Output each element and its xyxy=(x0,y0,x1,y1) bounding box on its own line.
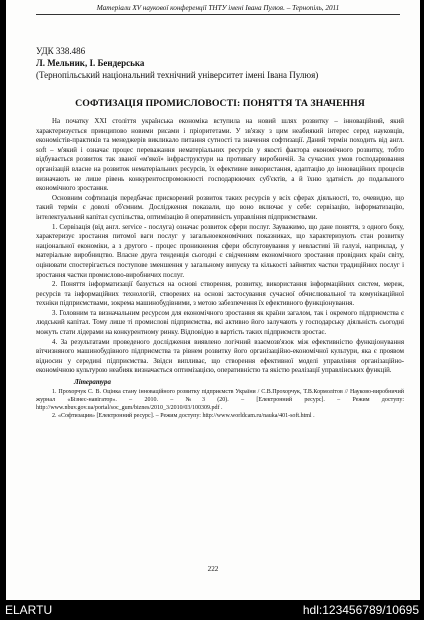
reference-list xyxy=(36,388,404,420)
authors: Л. Мельник, І. Бендерська xyxy=(36,58,145,68)
reference-item: 1. Прохорчук С. В. Оцінка стану інноваційного розвитку підприємств України / С.В.Прохорчук, Т.В.Кормолітов // Науково-виробничий журнал «Бізнес-навігатор». – 2010. – №3 (20). – [Електронний ресурс]. – Режим доступу: http://www.nbuv.gov.ua/portal/soc_gum/biznes/2010_3/2010/03/100309.pdf . xyxy=(36,388,404,411)
article-title: СОФТИЗАЦІЯ ПРОМИСЛОВОСТІ: ПОНЯТТЯ ТА ЗНАЧЕННЯ xyxy=(75,98,365,109)
paragraph: 1. Сервізація (від англ. service - послуга) означає розвиток сфери послуг. Зауважимо, що дане поняття, з одного боку, характеризує зростання питомої ваги послуг у загальноекономічних показниках, що характеризують стан розвитку національної економіки, а з другого - процес проникнення сфери обслуговування у невластиві їй галузі, наприклад, у матеріальне виробництво. Власне друга тенденція сьогодні є свідченням економічного зростання провідних країн світу, оцінювати спостерігається поступове зменшення у загальному випуску та кількості зайнятих частки традиційних послуг і зростання частки промислово-виробничих послуг. xyxy=(36,223,404,279)
running-header: Матеріали XV наукової конференції ТНТУ імені Івана Пулюя. – Тернопіль, 2011 xyxy=(36,4,400,15)
paragraph: 4. За результатами проведеного дослідження виявлено логічний взаємозв'язок між ефективністю функціонування вітчизняного машинобудівного підприємства та рівнем розвитку його організаційно-економічної культури, яка є проявом відносин у середині підприємства. Звідси випливає, що створення ефективної моделі управління організаційно-економічною культурою неабияк визначається оптимізацією, оперативністю та якістю реалізації управлінських функцій. xyxy=(36,338,404,375)
page-number: 222 xyxy=(207,565,219,573)
paragraph: Основним софтизація передбачає прискорений розвиток таких ресурсів у всіх сферах діяльності, то, очевидно, що такий термін є доволі об'ємним. Дослідження показали, що воно включає у себе: сервізацію, інформатизацію, інтелектуальний капітал суспільства, оптимізацію й оперативність управління підприємствами. xyxy=(36,194,404,221)
article-body xyxy=(36,117,404,420)
literature-heading: Література xyxy=(74,379,111,387)
paragraph: 2. Поняття інформатизації базується на основі створення, розвитку, використання інформаційних систем, мереж, ресурсів та інформаційних технологій, створених на основі застосування сучасної обчислювальної та комунікаційної техніки підприємствами, зокрема машинобудівними, з метою забезпечення їх ефективного функціонування. xyxy=(36,281,404,308)
paragraph: 3. Головним та визначальним ресурсом для економічного зростання як країни загалом, так і окремого підприємства є людський капітал. Тому лише ті промислові підприємства, які активно його залучають у господарську діяльність сьогодні можуть стати лідерами на конкурентному ринку. Відповідно в вартість таких підприємств зростає. xyxy=(36,309,404,337)
document-page xyxy=(6,0,420,600)
paragraph: На початку XXI століття українська економіка вступила на новий шлях розвитку – інноваційний, який характеризується принципово новими рисами і пріоритетами. У зв'язку з цим неабиякий інтерес серед науковців, економістів-практиків та менеджерів викликало питання сутності та значення софтизації. Даний термін походить від англ. soft – м'який і означає процес переважання нематеріальних ресурсів у якості фактора економічного розвитку, тобто відбувається розвиток так званої «м'якої» інфраструктури на противагу виробничій. За сучасних умов господарювання організацій власне на розвиток нематеріальних ресурсів, їх ефективне використання, адаптацію до інноваційних процесів визначають не лише рівень конкурентоспроможності господарюючих суб'єктів, а й їхню здатність до подальшого економічного зростання. xyxy=(36,118,404,193)
handle-link[interactable]: hdl:123456789/10695 xyxy=(302,603,419,617)
reference-item: 2. «Софтизация» [Електронний ресурс]. – Режим доступу: http://www.worldcam.ru/nauka/401-soft.html . xyxy=(52,412,315,419)
viewer-footer xyxy=(0,600,424,620)
udc-code: УДК 338.486 xyxy=(36,46,86,56)
repository-label: ELARTU xyxy=(5,603,53,617)
affiliation: (Тернопільський національний технічний університет імені Івана Пулюя) xyxy=(36,70,319,80)
